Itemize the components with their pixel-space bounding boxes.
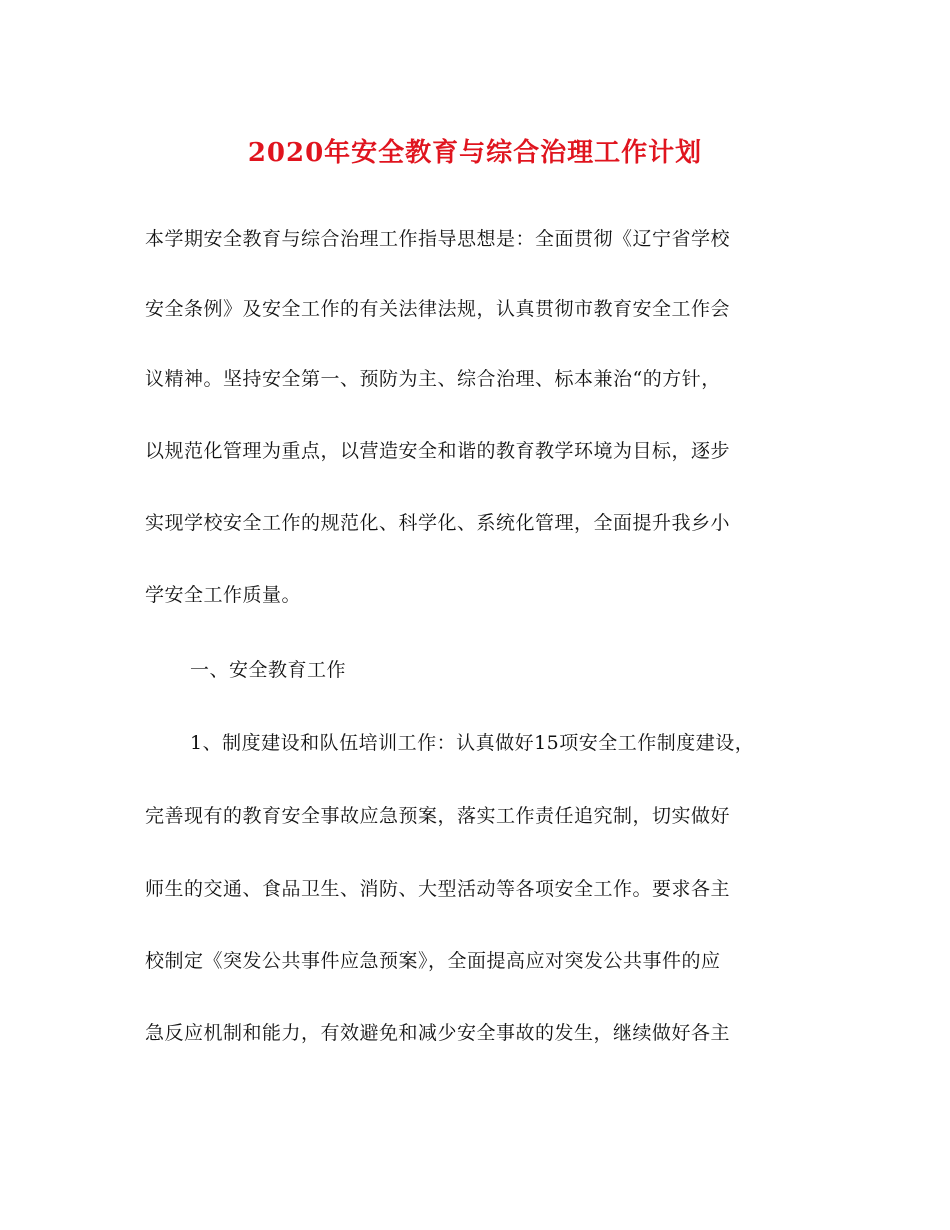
paragraph-line: 急反应机制和能力，有效避免和减少安全事故的发生，继续做好各主	[145, 1022, 731, 1044]
paragraph-line: 师生的交通、食品卫生、消防、大型活动等各项安全工作。要求各主	[145, 878, 731, 900]
paragraph-line: 学安全工作质量。	[145, 584, 302, 606]
paragraph-line: 校制定《突发公共事件应急预案》，全面提高应对突发公共事件的应	[145, 950, 721, 972]
paragraph-line: 完善现有的教育安全事故应急预案，落实工作责任追究制，切实做好	[145, 805, 731, 827]
document-title: 2020年安全教育与综合治理工作计划	[247, 138, 703, 168]
section-heading: 一、安全教育工作	[190, 659, 347, 681]
paragraph-line: 1、制度建设和队伍培训工作：认真做好15项安全工作制度建设，	[190, 732, 755, 754]
paragraph-line: 以规范化管理为重点，以营造安全和谐的教育教学环境为目标，逐步	[145, 440, 731, 462]
paragraph-line: 安全条例》及安全工作的有关法律法规，认真贯彻市教育安全工作会	[145, 298, 731, 320]
paragraph-line: 实现学校安全工作的规范化、科学化、系统化管理，全面提升我乡小	[145, 512, 731, 534]
paragraph-line: 议精神。坚持安全第一、预防为主、综合治理、标本兼治“的方针，	[145, 368, 721, 390]
paragraph-line: 本学期安全教育与综合治理工作指导思想是：全面贯彻《辽宁省学校	[145, 228, 731, 250]
